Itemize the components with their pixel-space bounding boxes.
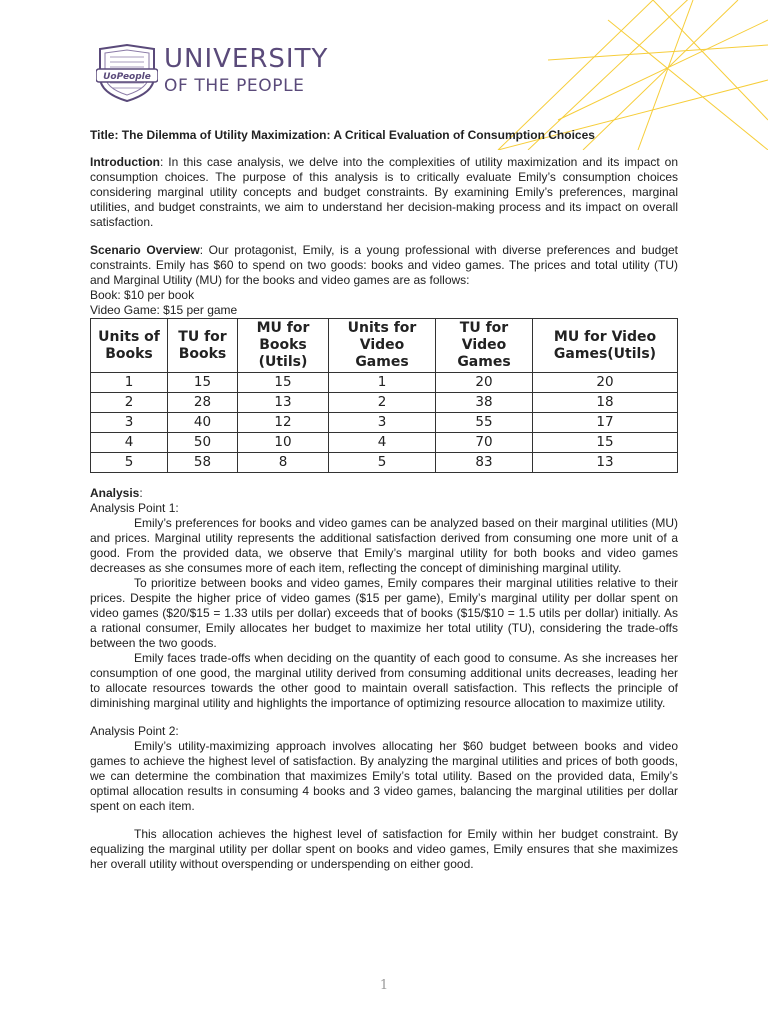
table-cell: 17 [533,413,678,433]
introduction-paragraph [90,155,678,230]
table-cell: 3 [329,413,436,433]
introduction-label: Introduction [90,155,160,169]
table-cell: 2 [91,393,168,413]
table-cell: 2 [329,393,436,413]
table-cell: 20 [436,373,533,393]
table-cell: 28 [168,393,238,413]
table-cell: 20 [533,373,678,393]
table-cell: 1 [329,373,436,393]
scenario-label: Scenario Overview [90,243,200,257]
table-header-cell: MU for Video Games(Utils) [533,319,678,373]
analysis-colon: : [139,486,143,500]
table-cell: 15 [238,373,329,393]
table-row [91,433,678,453]
table-header-cell: TU for Books [168,319,238,373]
table-header-cell: Units of Books [91,319,168,373]
university-logo [96,43,329,103]
table-row [91,413,678,433]
brand-name-line2: OF THE PEOPLE [164,76,305,96]
utility-table [90,318,678,473]
analysis-label: Analysis [90,486,140,500]
brand-name-line1: UNIVERSITY [164,44,329,74]
table-cell: 4 [91,433,168,453]
introduction-text: : In this case analysis, we delve into the complexities of utility maximization and its impact on consumption choices. The purpose of this analysis is to critically evaluate Emily’s consumption choices considering marginal utility concepts and budget constraints. By examining Emily’s preferences, marginal utilities, and budget constraints, we aim to understand her decision-making process and its impact on overall satisfaction. [90,155,678,229]
table-cell: 13 [238,393,329,413]
table-cell: 4 [329,433,436,453]
table-cell: 15 [168,373,238,393]
analysis-point-2-paragraph: Emily’s utility-maximizing approach involves allocating her $60 budget between books and video games to achieve the highest level of satisfaction. By analyzing the marginal utilities and prices of both goods, we can determine the combination that maximizes Emily’s total utility. Based on the provided data, Emily’s optimal allocation results in consuming 4 books and 3 video games, balancing the marginal utilities per dollar spent on each item. [90,739,678,813]
table-cell: 15 [533,433,678,453]
table-cell: 5 [329,453,436,473]
table-cell: 5 [91,453,168,473]
table-cell: 83 [436,453,533,473]
analysis-point-1-paragraph: Emily’s preferences for books and video games can be analyzed based on their marginal utilities (MU) and prices. Marginal utility represents the additional satisfaction derived from consuming one more unit of a good. From the provided data, we observe that Emily’s marginal utility for both books and video games decreases as she consumes more of each item, reflecting the concept of diminishing marginal utility. [90,516,678,575]
analysis-point-1-paragraph: Emily faces trade-offs when deciding on the quantity of each good to consume. As she increases her consumption of one good, the marginal utility derived from consuming additional units decreases, leading her to allocate resources towards the other good to maintain overall satisfaction. This reflects the principle of diminishing marginal utility and highlights the importance of optimizing resource allocation to maximize utility. [90,651,678,710]
analysis-point-2-paragraph: This allocation achieves the highest level of satisfaction for Emily within her budget constraint. By equalizing the marginal utility per dollar spent on books and video games, Emily ensures that she maximizes her overall utility without overspending or underspending on either good. [90,827,678,871]
book-price-line: Book: $10 per book [90,288,195,302]
document-title: Title: The Dilemma of Utility Maximization: A Critical Evaluation of Consumption Choices [90,128,595,142]
analysis-heading [90,486,678,501]
analysis-point-1-label: Analysis Point 1: [90,501,179,515]
document-body [90,128,678,872]
page-number: 1 [379,978,389,993]
analysis-point-1-paragraph: To prioritize between books and video games, Emily compares their marginal utilities relative to their prices. Despite the higher price of video games ($15 per game), Emily’s marginal utility per dollar spent on video games ($20/$15 = 1.33 utils per dollar) exceeds that of books ($15/$10 = 1.5 utils per dollar) initially. As a rational consumer, Emily allocates her budget to maximize her total utility (TU), considering the trade-offs between the two goods. [90,576,678,650]
table-row [91,393,678,413]
table-cell: 58 [168,453,238,473]
shield-crest-icon [96,43,158,103]
table-header-cell: TU for Video Games [436,319,533,373]
table-cell: 3 [91,413,168,433]
table-header-cell: MU for Books (Utils) [238,319,329,373]
table-cell: 10 [238,433,329,453]
table-cell: 1 [91,373,168,393]
table-cell: 12 [238,413,329,433]
table-cell: 70 [436,433,533,453]
game-price-line: Video Game: $15 per game [90,303,238,317]
table-header-cell: Units for Video Games [329,319,436,373]
table-cell: 18 [533,393,678,413]
scenario-paragraph [90,243,678,288]
table-header-row [91,319,678,373]
analysis-point-2-label: Analysis Point 2: [90,724,179,738]
table-cell: 13 [533,453,678,473]
table-cell: 55 [436,413,533,433]
scenario-text: : Our protagonist, Emily, is a young professional with diverse preferences and budget constraints. Emily has $60 to spend on two goods: books and video games. The prices and total utility (TU) and Marginal Utility (MU) for the books and video games are as follows: [90,243,679,287]
table-cell: 50 [168,433,238,453]
table-row [91,453,678,473]
table-cell: 40 [168,413,238,433]
table-row [91,373,678,393]
logo-badge-text: UoPeople [103,72,151,82]
table-cell: 8 [238,453,329,473]
table-cell: 38 [436,393,533,413]
